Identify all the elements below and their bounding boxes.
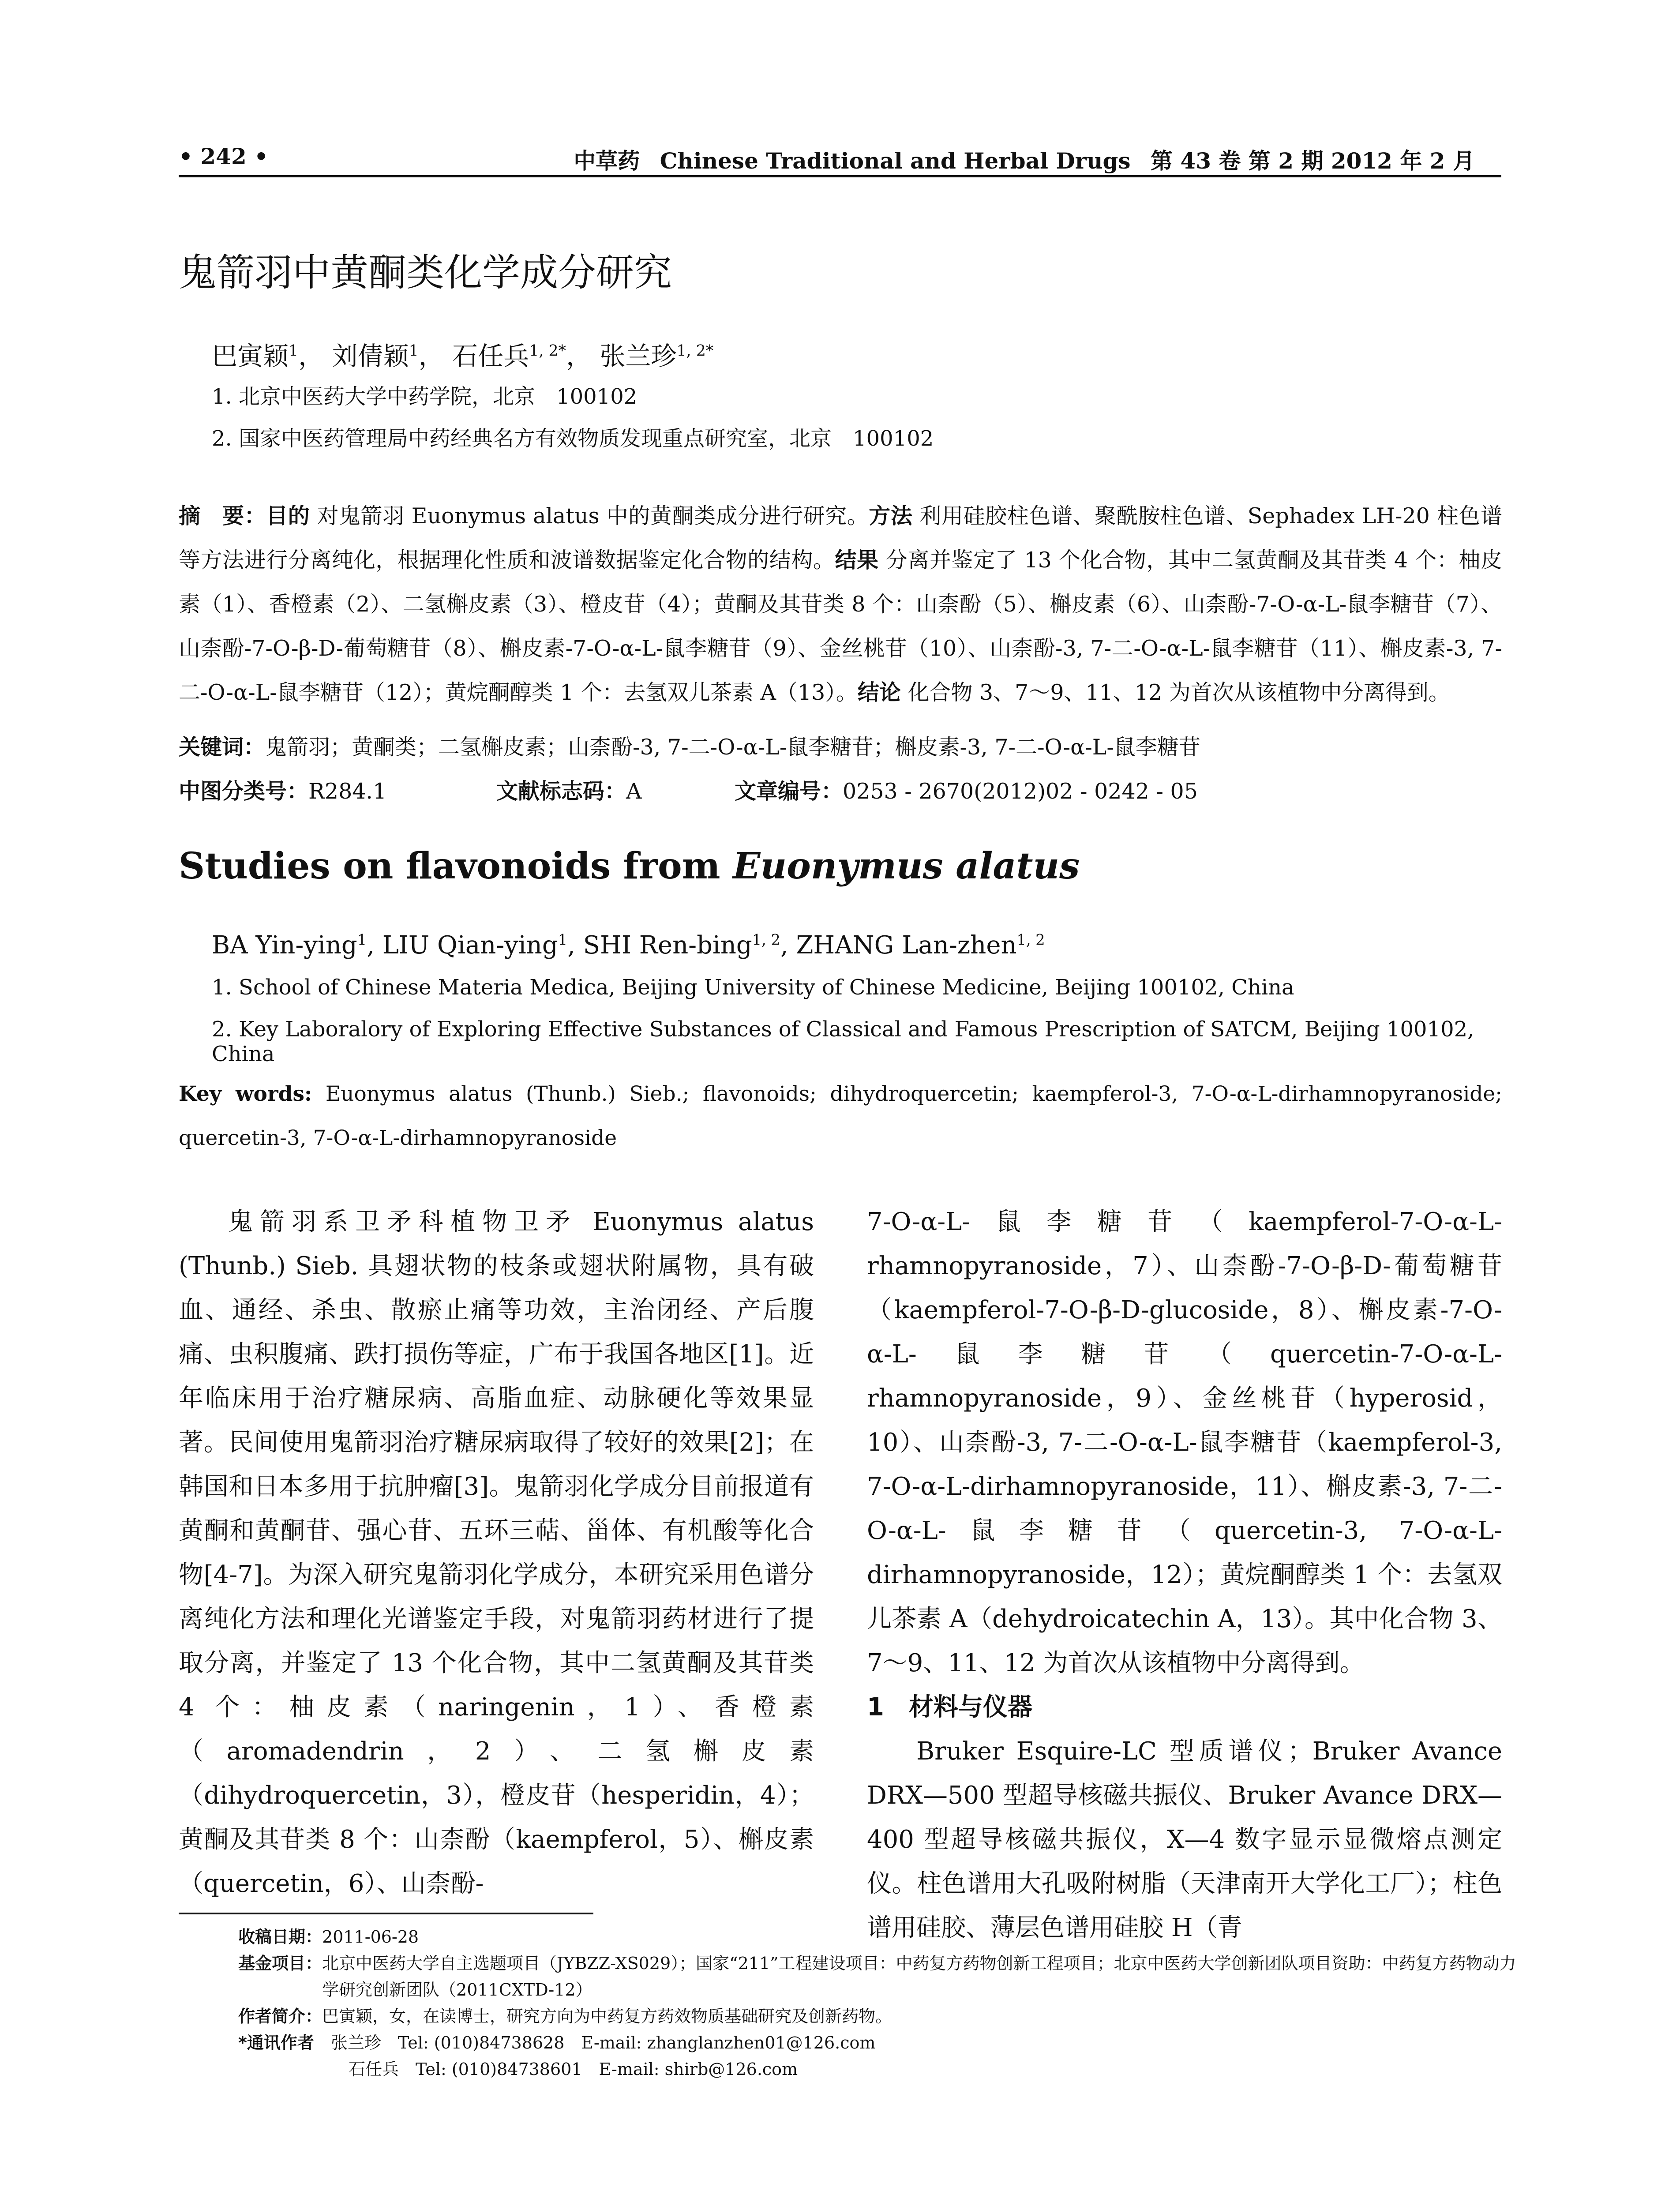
author-en: ZHANG Lan-zhen: [796, 931, 1017, 960]
abstract-purpose-label: 目的: [266, 503, 310, 529]
doc-code-value: A: [626, 779, 642, 804]
footnote-author: 作者简介：巴寅颖，女，在读博士，研究方向为中药复方药效物质基础研究及创新药物。: [238, 2007, 892, 2026]
title-cn: 鬼箭羽中黄酮类化学成分研究: [179, 251, 672, 295]
journal-name-cn: 中草药: [574, 148, 640, 174]
footnote-fund: 基金项目： 北京中医药大学自主选题项目（JYBZZ-XS029）；国家“211”工程建设项目：中药复方药物创新工程项目；北京中医药大学创新团队项目资助：中药复方药物动力学研究创新团队（2011CXTD-12）: [238, 1954, 1516, 2000]
doc-code-label: 文献标志码：: [496, 779, 626, 804]
keywords-cn: [179, 730, 1502, 761]
journal-issue: 第 43 卷 第 2 期 2012 年 2 月: [1151, 148, 1475, 174]
classification-line: [179, 774, 1502, 805]
abstract-result-label: 结果: [835, 548, 879, 573]
keywords-cn-text: 鬼箭羽；黄酮类；二氢槲皮素；山柰酚-3, 7-二-O-α-L-鼠李糖苷；槲皮素-3, 7-二-O-α-L-鼠李糖苷: [265, 735, 1200, 760]
footnote-corresponding: *通讯作者 张兰珍 Tel: (010)84738628 E-mail: zhanglanzhen01@126.com: [238, 2033, 876, 2052]
journal-name-en: Chinese Traditional and Herbal Drugs: [660, 148, 1131, 174]
footnote-corresponding-2: 石任兵 Tel: (010)84738601 E-mail: shirb@126.com: [349, 2060, 798, 2079]
author-en: BA Yin-ying: [212, 931, 357, 960]
affiliation-en: 1. School of Chinese Materia Medica, Beijing University of Chinese Medicine, Beijing 100102, China: [212, 975, 1294, 1000]
abstract-conclusion-label: 结论: [857, 680, 901, 705]
running-header: [179, 139, 1501, 177]
author-cn: 巴寅颖: [212, 341, 289, 371]
affiliation-en: 2. Key Laboralory of Exploring Effective Substances of Classical and Famous Prescription of SATCM, Beijing 100102, China: [212, 1017, 1474, 1066]
clc-value: R284.1: [308, 779, 387, 804]
article-id-value: 0253 - 2670(2012)02 - 0242 - 05: [843, 779, 1198, 804]
body-paragraph: 7-O-α-L-鼠李糖苷（kaempferol-7-O-α-L-rhamnopyranoside，7）、山柰酚-7-O-β-D-葡萄糖苷（kaempferol-7-O-β-D-glucoside，8）、槲皮素-7-O-α-L-鼠李糖苷（quercetin-7-O-α-L-rhamnopyranoside，9）、金丝桃苷（hyperosid，10）、山柰酚-3, 7-二-O-α-L-鼠李糖苷（kaempferol-3, 7-O-α-L-dirhamnopyranoside，11）、槲皮素-3, 7-二-O-α-L-鼠李糖苷（quercetin-3, 7-O-α-L-dirhamnopyranoside，12）；黄烷酮醇类 1 个：去氢双儿茶素 A（dehydroicatechin A，13）。其中化合物 3、7～9、11、12 为首次从该植物中分离得到。: [867, 1208, 1502, 1677]
author-en: LIU Qian-ying: [382, 931, 558, 960]
body-column-left: [179, 1200, 814, 1906]
author-cn: 刘倩颖: [332, 341, 409, 371]
abstract-label: 摘 要：: [179, 503, 266, 529]
authors-cn: 巴寅颖$^1$， 刘倩颖$^1$， 石任兵$^{1, 2*}$， 张兰珍$^{1, 2*}$: [212, 341, 714, 371]
clc-label: 中图分类号：: [179, 779, 309, 804]
affiliation-cn: 1. 北京中医药大学中药学院，北京 100102: [212, 384, 638, 409]
abstract-purpose: 对鬼箭羽 Euonymus alatus 中的黄酮类成分进行研究。: [317, 503, 869, 529]
title-en-species: Euonymus alatus: [733, 845, 1080, 887]
abstract-conclusion: 化合物 3、7～9、11、12 为首次从该植物中分离得到。: [908, 680, 1450, 705]
keywords-en-text: Euonymus alatus (Thunb.) Sieb.; flavonoids; dihydroquercetin; kaempferol-3, 7-O-α-L-dirhamnopyranoside; quercetin-3, 7-O-α-L-dirhamnopyranoside: [179, 1082, 1502, 1150]
affiliation-cn: 2. 国家中医药管理局中药经典名方有效物质发现重点研究室，北京 100102: [212, 426, 934, 451]
abstract-method: 利用硅胶柱色谱、聚酰胺柱色谱、Sephadex LH-20 柱色谱等方法进行分离纯化，根据理化性质和波谱数据鉴定化合物的结构。: [179, 503, 1502, 573]
keywords-cn-label: 关键词：: [179, 735, 266, 760]
body-column-right: [867, 1200, 1502, 1950]
title-en: Studies on flavonoids from Euonymus alatus: [179, 845, 1080, 887]
author-cn: 石任兵: [452, 341, 529, 371]
abstract-method-label: 方法: [869, 503, 913, 529]
keywords-en-label: Key words:: [179, 1082, 312, 1106]
authors-en: BA Yin-ying$^1$, LIU Qian-ying$^1$, SHI Ren-bing$^{1, 2}$, ZHANG Lan-zhen$^{1, 2}$: [212, 931, 1045, 960]
article-id-label: 文章编号：: [735, 779, 843, 804]
body-paragraph: 鬼箭羽系卫矛科植物卫矛 Euonymus alatus (Thunb.) Sieb. 具翅状物的枝条或翅状附属物，具有破血、通经、杀虫、散瘀止痛等功效，主治闭经、产后腹痛、虫积腹痛、跌打损伤等症，广布于我国各地区[1]。近年临床用于治疗糖尿病、高脂血症、动脉硬化等效果显著。民间使用鬼箭羽治疗糖尿病取得了较好的效果[2]；在韩国和日本多用于抗肿瘤[3]。鬼箭羽化学成分目前报道有黄酮和黄酮苷、强心苷、五环三萜、甾体、有机酸等化合物[4-7]。为深入研究鬼箭羽化学成分，本研究采用色谱分离纯化方法和理化光谱鉴定手段，对鬼箭羽药材进行了提取分离，并鉴定了 13 个化合物，其中二氢黄酮及其苷类 4 个：柚皮素（naringenin，1）、香橙素（aromadendrin，2）、二氢槲皮素（dihydroquercetin，3），橙皮苷（hesperidin，4）；黄酮及其苷类 8 个：山柰酚（kaempferol，5）、槲皮素（quercetin，6）、山柰酚-: [179, 1208, 814, 1898]
page-number: • 242 •: [179, 143, 269, 169]
section-heading: 1 材料与仪器: [867, 1693, 1032, 1722]
footnote-rule: [179, 1913, 593, 1914]
journal-info: [574, 143, 1475, 175]
author-en: SHI Ren-bing: [583, 931, 752, 960]
abstract-result: 分离并鉴定了 13 个化合物，其中二氢黄酮及其苷类 4 个：柚皮素（1）、香橙素（2）、二氢槲皮素（3）、橙皮苷（4）；黄酮及其苷类 8 个：山柰酚（5）、槲皮素（6）、山柰酚-7-O-α-L-鼠李糖苷（7）、山柰酚-7-O-β-D-葡萄糖苷（8）、槲皮素-7-O-α-L-鼠李糖苷（9）、金丝桃苷（10）、山柰酚-3, 7-二-O-α-L-鼠李糖苷（11）、槲皮素-3, 7-二-O-α-L-鼠李糖苷（12）；黄烷酮醇类 1 个：去氢双儿茶素 A（13）。: [179, 548, 1502, 705]
body-paragraph: Bruker Esquire-LC 型质谱仪；Bruker Avance DRX—500 型超导核磁共振仪、Bruker Avance DRX—400 型超导核磁共振仪，X—4 数字显示显微熔点测定仪。柱色谱用大孔吸附树脂（天津南开大学化工厂）；柱色谱用硅胶、薄层色谱用硅胶 H（青: [867, 1737, 1502, 1942]
keywords-en: [179, 1072, 1502, 1160]
abstract-cn: [179, 494, 1502, 715]
author-cn: 张兰珍: [600, 341, 677, 371]
footnote-received: 收稿日期：2011-06-28: [238, 1927, 419, 1947]
